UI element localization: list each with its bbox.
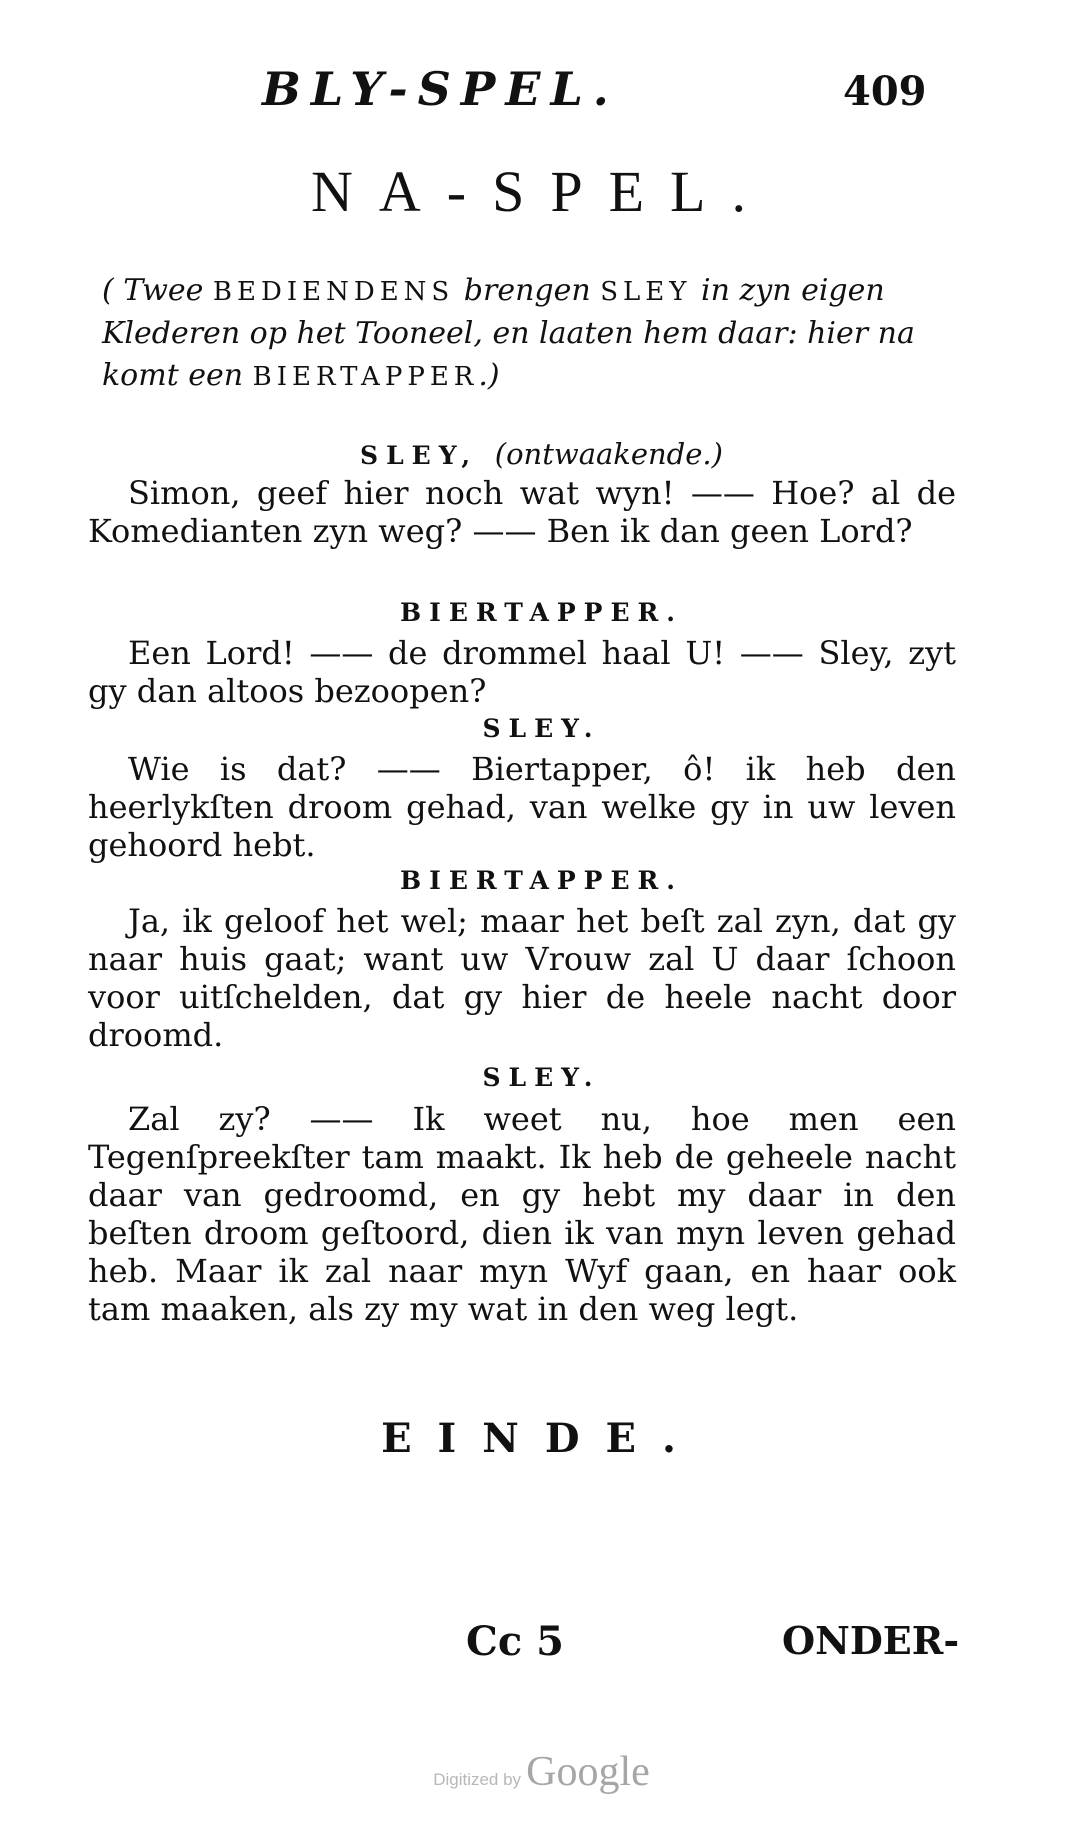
stage-text-2: brengen: [454, 273, 601, 308]
speaker-name: SLEY.: [482, 714, 601, 743]
stage-name-biertapper: BIERTAPPER: [252, 362, 479, 392]
speaker-name: SLEY,: [360, 441, 479, 470]
speech-paragraph: [88, 474, 956, 550]
section-title: NA-SPEL.: [311, 159, 772, 224]
speech-paragraph: [88, 902, 956, 1054]
digitization-watermark: [0, 1748, 1083, 1796]
stage-close: .): [478, 358, 500, 393]
speech-text: Een Lord! —— de drommel haal U! —— Sley, zyt gy dan altoos bezoopen?: [88, 634, 956, 710]
stage-open: (: [102, 273, 124, 308]
speaker-name: BIERTAPPER.: [400, 598, 683, 627]
speech-paragraph: [88, 634, 956, 710]
stage-direction: [102, 270, 962, 398]
catchword: ONDER-: [782, 1618, 960, 1663]
signature-mark: Cc 5: [466, 1618, 564, 1665]
speaker-heading: [0, 437, 1083, 471]
speaker-heading: [0, 1063, 1083, 1092]
speaker-heading: [0, 866, 1083, 895]
speaker-name: SLEY.: [482, 1063, 601, 1092]
speech-paragraph: [88, 750, 956, 864]
speaker-heading: [0, 598, 1083, 627]
speech-text: Ja, ik geloof het wel; maar het beſt zal zyn, dat gy naar huis gaat; want uw Vrouw zal U daar ſchoon voor uitſchelden, dat gy hier de heele nacht door droomd.: [88, 902, 956, 1054]
stage-text-1: Twee: [123, 273, 213, 308]
speaker-direction: (ontwaakende.): [494, 437, 723, 471]
google-logo: Google: [526, 1749, 650, 1795]
running-title: BLY-SPEL.: [262, 62, 619, 116]
speech-text: Zal zy? —— Ik weet nu, hoe men een Tegenſpreekſter tam maakt. Ik heb de geheele nacht daar van gedroomd, en gy hebt my daar in den beſten droom geſtoord, dien ik van myn leven gehad heb. Maar ik zal naar myn Wyf gaan, en haar ook tam maaken, als zy my wat in den weg legt.: [88, 1100, 956, 1328]
stage-name-sley: SLEY: [600, 277, 692, 307]
watermark-prefix: Digitized by: [433, 1770, 522, 1789]
speech-paragraph: [88, 1100, 956, 1328]
stage-text-3: in zyn eigen Klederen op het Tooneel, en laaten hem daar: hier na komt een: [102, 273, 915, 393]
stage-name-bediendens: BEDIENDENS: [212, 277, 455, 307]
speech-text: Simon, geef hier noch wat wyn! —— Hoe? al de Komedianten zyn weg? —— Ben ik dan geen Lord?: [88, 474, 956, 550]
finis-heading: EINDE.: [381, 1415, 702, 1462]
page-number: 409: [843, 68, 927, 115]
speech-text: Wie is dat? —— Biertapper, ô! ik heb den heerlykſten droom gehad, van welke gy in uw leven gehoord hebt.: [88, 750, 956, 864]
page-header: [0, 62, 1083, 122]
speaker-name: BIERTAPPER.: [400, 866, 683, 895]
speaker-heading: [0, 714, 1083, 743]
